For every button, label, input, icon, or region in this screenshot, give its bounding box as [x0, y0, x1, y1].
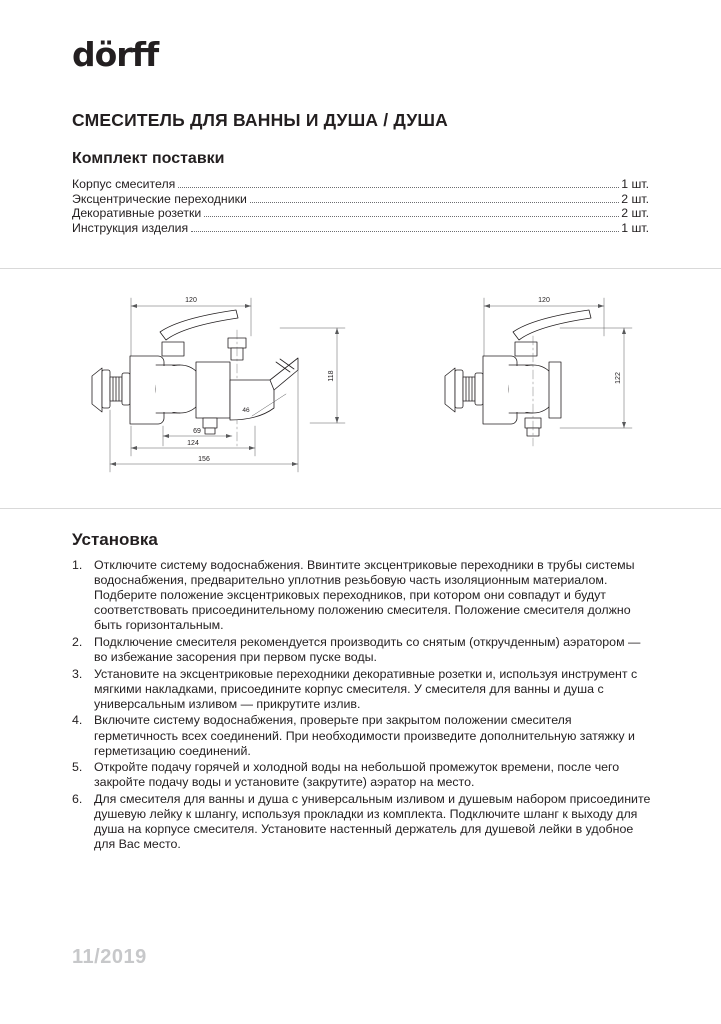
svg-text:46: 46 [242, 407, 250, 414]
kit-item-qty: 1 шт. [621, 220, 649, 235]
svg-text:120: 120 [538, 297, 550, 304]
svg-text:118: 118 [328, 370, 335, 382]
step-text: Установите на эксцентриковые переходники декоративные розетки и, используя инструмент с мягкими накладками, присоедините корпус смесителя. У смесителя для ванны и душа с универсальным изливом — прикрутите излив. [94, 666, 638, 711]
list-item [72, 206, 649, 221]
svg-text:69: 69 [193, 428, 201, 435]
kit-list [72, 177, 649, 235]
technical-drawings [0, 276, 721, 502]
list-item [72, 221, 649, 236]
kit-item-name: Декоративные розетки [72, 206, 202, 220]
svg-text:156: 156 [198, 456, 210, 463]
list-item [72, 792, 652, 852]
step-number: 6. [72, 791, 83, 806]
kit-item-qty: 2 шт. [621, 191, 649, 206]
step-number: 5. [72, 760, 83, 775]
list-item [72, 667, 652, 712]
kit-item-qty: 2 шт. [621, 206, 649, 220]
step-number: 1. [72, 558, 83, 572]
divider-top [0, 268, 721, 269]
list-item [72, 635, 652, 665]
step-text: Откройте подачу горячей и холодной воды на небольшой промежуток времени, после чего закройте подачу воды и установите (закрутите) аэратор на место. [94, 760, 620, 790]
leader-dots [250, 193, 619, 203]
leader-dots [204, 207, 619, 217]
leader-dots [178, 178, 619, 188]
step-number: 3. [72, 666, 83, 681]
kit-item-name: Корпус смесителя [72, 177, 176, 191]
leader-dots [191, 222, 619, 232]
step-text: Отключите систему водоснабжения. Ввинтите эксцентриковые переходники в трубы системы водоснабжения, предварительно уплотнив резьбовую часть изоляционным материалом. Подберите положение эксцентриковых переходников, при котором они совпадут и будут соответствовать присоединительному положению смесителя. Положение смесителя должно быть горизонтальным. [94, 558, 635, 633]
kit-item-name: Эксцентрические переходники [72, 191, 247, 206]
list-item [72, 760, 652, 790]
step-text: Подключение смесителя рекомендуется производить со снятым (откручденным) аэратором — во избежание засорения при первом пуске воды. [94, 634, 641, 665]
step-number: 4. [72, 713, 83, 728]
brand-logo: dörff [72, 35, 159, 74]
list-item [72, 192, 649, 207]
list-item [72, 558, 652, 633]
svg-text:122: 122 [615, 372, 622, 384]
kit-item-name: Инструкция изделия [72, 220, 189, 235]
list-item [72, 177, 649, 192]
step-text: Включите систему водоснабжения, проверьте при закрытом положении смесителя герметичность всех соединений. При необходимости произведите дополнительную затяжку и герметизацию соединений. [94, 713, 635, 758]
divider-bottom [0, 508, 721, 509]
step-number: 2. [72, 634, 83, 649]
svg-text:120: 120 [185, 297, 197, 304]
step-text: Для смесителя для ванны и душа с универсальным изливом и душевым набором присоедините душевую лейку к шлангу, используя прокладки из комплекта. Подключите шланг к выходу для душа на корпусе смесителя. Установите настенный держатель для душевой лейки в удобное для Вас место. [94, 791, 651, 852]
page-title: СМЕСИТЕЛЬ ДЛЯ ВАННЫ И ДУША / ДУША [72, 110, 449, 130]
installation-section-heading: Установка [72, 530, 158, 549]
svg-text:124: 124 [187, 440, 199, 447]
list-item [72, 713, 652, 758]
kit-section-heading: Комплект поставки [72, 150, 225, 167]
installation-steps [72, 558, 652, 854]
kit-item-qty: 1 шт. [621, 177, 649, 191]
footer-date: 11/2019 [72, 946, 147, 968]
drawing-svg [0, 276, 721, 502]
